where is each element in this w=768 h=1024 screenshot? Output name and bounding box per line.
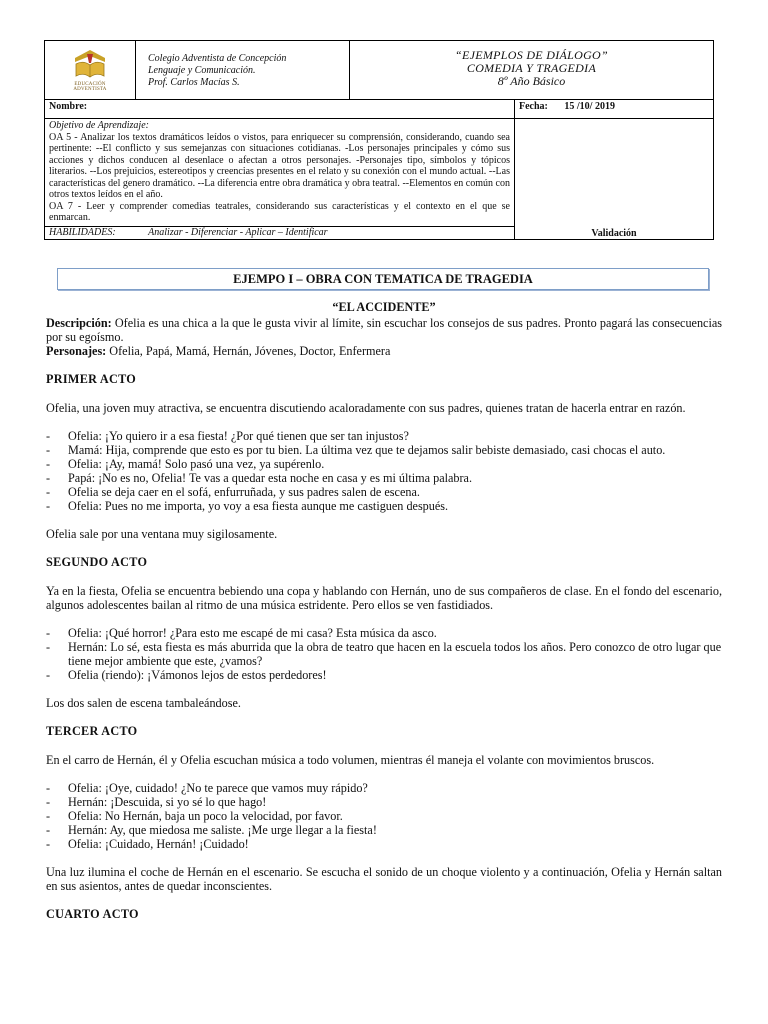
objectives-cell (45, 119, 515, 240)
story-title: “EL ACCIDENTE” (332, 300, 436, 314)
act4-title: CUARTO ACTO (46, 907, 139, 921)
school-logo (67, 48, 113, 92)
grade-label: 8º Año Básico (497, 74, 566, 88)
title-line-1: “EJEMPLOS DE DIÁLOGO” (455, 48, 608, 62)
dialog-line: - Ofelia: ¡Qué horror! ¿Para esto me escapé de mi casa? Esta música da asco. (46, 626, 722, 640)
act3-outro: Una luz ilumina el coche de Hernán en el escenario. Se escucha el sonido de un choque violento y a continuación, Ofelia y Hernán saltan en sus asientos, antes de quedar inconscientes. (46, 865, 722, 893)
dialog-line: - Ofelia se deja caer en el sofá, enfurruñada, y sus padres salen de escena. (46, 485, 722, 499)
act1-outro: Ofelia sale por una ventana muy sigilosamente. (46, 527, 278, 541)
title-line-2: COMEDIA Y TRAGEDIA (466, 61, 597, 75)
logo-text-1: EDUCACIÓN (74, 81, 106, 87)
dialog-line: - Ofelia (riendo): ¡Vámonos lejos de estos perdedores! (46, 668, 722, 682)
description-text: Ofelia es una chica a la que le gusta vivir al límite, sin escuchar los consejos de sus padres. Pronto pagará las consecuencias por su egoísmo. (46, 316, 722, 344)
logo-text-2: ADVENTISTA (73, 86, 107, 92)
header-table (44, 40, 714, 240)
logo-icon (70, 48, 110, 82)
act2-dialog (46, 626, 722, 682)
act1-intro: Ofelia, una joven muy atractiva, se encuentra discutiendo acaloradamente con sus padres, quienes tratan de hacerla entrar en razón. (46, 401, 686, 415)
act3-dialog (46, 781, 722, 851)
oa5-text: OA 5 - Analizar los textos dramáticos leídos o vistos, para enriquecer su comprensión, considerando, cuando sea pertinente: --El conflicto y sus semejanzas con situaciones cotidianas. -Los personajes principales y cómo sus acciones y dichos conducen al desenlace o afectan a otros personajes. -Personajes tipo, símbolos y tópicos literarios. --Los prejuicios, estereotipos y creencias presentes en el relato y su conexión con el mundo actual. --Las características del genero dramático. --La diferencia entre obra dramática y obra teatral. --Elementos en común con otros textos leídos en el año. (49, 131, 510, 200)
dialog-line: - Papá: ¡No es no, Ofelia! Te vas a quedar esta noche en casa y es mi última palabra. (46, 471, 722, 485)
description-label: Descripción: (46, 316, 112, 330)
worksheet-title (350, 41, 714, 100)
characters-label: Personajes: (46, 344, 107, 358)
school-name: Colegio Adventista de Concepción (148, 53, 287, 64)
act1-title: PRIMER ACTO (46, 372, 137, 386)
characters-text: Ofelia, Papá, Mamá, Hernán, Jóvenes, Doctor, Enfermera (106, 344, 391, 358)
dialog-line: - Ofelia: No Hernán, baja un poco la velocidad, por favor. (46, 809, 722, 823)
dialog-line: - Ofelia: ¡Yo quiero ir a esa fiesta! ¿Por qué tienen que ser tan injustos? (46, 429, 722, 443)
act2-outro: Los dos salen de escena tambaleándose. (46, 696, 241, 710)
school-info (136, 41, 350, 100)
oa7-text: OA 7 - Leer y comprender comedias teatrales, considerando sus características y el contexto en el que se enmarcan. (49, 200, 510, 223)
skills-list: Analizar - Diferenciar - Aplicar – Identificar (148, 226, 328, 238)
characters (46, 344, 722, 358)
dialog-line: - Hernán: Ay, que miedosa me saliste. ¡Me urge llegar a la fiesta! (46, 823, 722, 837)
dialog-line: - Ofelia: Pues no me importa, yo voy a esa fiesta aunque me castiguen después. (46, 499, 722, 513)
dialog-line: - Ofelia: ¡Oye, cuidado! ¿No te parece que vamos muy rápido? (46, 781, 722, 795)
validation-label: Validación (591, 228, 637, 239)
date-label: Fecha: (519, 101, 548, 112)
act3-title: TERCER ACTO (46, 724, 138, 738)
date-field (515, 100, 714, 119)
act2-intro: Ya en la fiesta, Ofelia se encuentra bebiendo una copa y hablando con Hernán, uno de sus compañeros de clase. En el fondo del escenario, algunos adolescentes bailan al ritmo de una música estridente. Pero ellos se ven fastidiados. (46, 584, 722, 612)
name-field[interactable] (45, 100, 515, 119)
name-label: Nombre: (49, 101, 88, 112)
objective-heading: Objetivo de Aprendizaje: (49, 120, 149, 131)
skills-line (45, 226, 514, 239)
dialog-line: - Hernán: Lo sé, esta fiesta es más aburrida que la obra de teatro que hacen en la escuela todos los años. Pero conozco de otro lugar que tiene mejor ambiente que este, ¿vamos? (46, 640, 722, 668)
logo-cell (45, 41, 136, 100)
act3-intro: En el carro de Hernán, él y Ofelia escuchan música a todo volumen, mientras él maneja el volante con movimientos bruscos. (46, 753, 655, 767)
description (46, 316, 722, 344)
dialog-line: - Mamá: Hija, comprende que esto es por tu bien. La última vez que te dejamos salir bebiste demasiado, casi chocas el auto. (46, 443, 722, 457)
validation-cell (515, 119, 714, 240)
dialog-line: - Ofelia: ¡Ay, mamá! Solo pasó una vez, ya supérenlo. (46, 457, 722, 471)
subject-name: Lenguaje y Comunicación. (148, 65, 256, 76)
act1-dialog (46, 429, 722, 513)
date-value: 15 /10/ 2019 (564, 101, 615, 112)
teacher-name: Prof. Carlos Macías S. (148, 77, 240, 88)
dialog-line: - Ofelia: ¡Cuidado, Hernán! ¡Cuidado! (46, 837, 722, 851)
skills-label: HABILIDADES: (49, 226, 116, 238)
story-content (46, 300, 722, 936)
act2-title: SEGUNDO ACTO (46, 555, 148, 569)
dialog-line: - Hernán: ¡Descuida, si yo sé lo que hago! (46, 795, 722, 809)
section-title: EJEMPO I – OBRA CON TEMATICA DE TRAGEDIA (57, 268, 709, 290)
